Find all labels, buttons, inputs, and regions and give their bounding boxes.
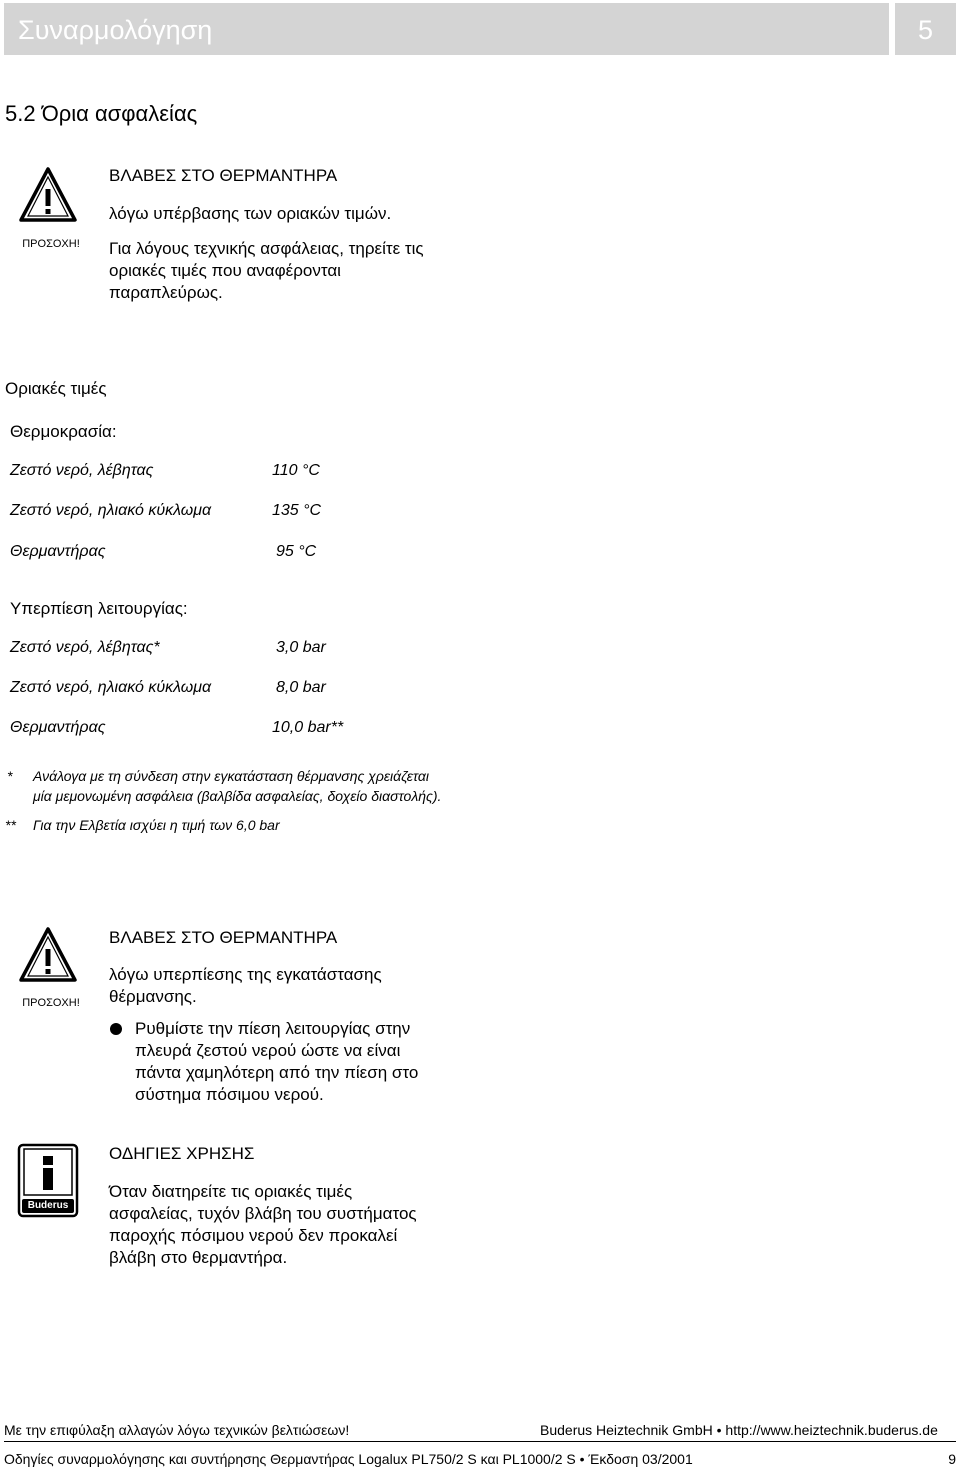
chapter-header-bar xyxy=(4,3,889,55)
pressure-row-value: 8,0 bar xyxy=(276,679,326,696)
footer-company: Buderus Heiztechnik GmbH • http://www.heiztechnik.buderus.de xyxy=(540,1422,938,1438)
buderus-logo-text: Buderus xyxy=(27,1200,69,1211)
page-number: 9 xyxy=(948,1451,956,1467)
bullet-dot-icon xyxy=(110,1023,122,1035)
pressure-heading: Υπερπίεση λειτουργίας: xyxy=(10,599,188,618)
bullet-line-1: Ρυθμίστε την πίεση λειτουργίας στην xyxy=(135,1019,411,1038)
chapter-number-box xyxy=(895,3,956,55)
warning-body-line-1: Για λόγους τεχνικής ασφάλειας, τηρείτε τις xyxy=(109,239,424,258)
section-title: 5.2 Όρια ασφαλείας xyxy=(5,101,198,126)
info-body-line-3: παροχής πόσιμου νερού δεν προκαλεί xyxy=(109,1226,398,1245)
info-heading: ΟΔΗΓΙΕΣ ΧΡΗΣΗΣ xyxy=(109,1144,255,1163)
caution-label: ΠΡΟΣΟΧΗ! xyxy=(22,997,80,1009)
warning-body-line-2: οριακές τιμές που αναφέρονται xyxy=(109,261,341,280)
temp-row-label: Ζεστό νερό, λέβητας xyxy=(10,462,154,479)
footnote-mark: ** xyxy=(5,817,16,833)
footnote-line: Για την Ελβετία ισχύει η τιμή των 6,0 bar xyxy=(33,817,280,833)
info-body-line-2: ασφαλείας, τυχόν βλάβη του συστήματος xyxy=(109,1204,417,1223)
limits-title: Οριακές τιμές xyxy=(5,379,107,398)
pressure-row-label: Ζεστό νερό, ηλιακό κύκλωμα xyxy=(10,679,212,696)
footnote-line: Ανάλογα με τη σύνδεση στην εγκατάσταση θέρμανσης χρειάζεται xyxy=(33,768,430,784)
chapter-number: 5 xyxy=(917,15,934,45)
warning-triangle-icon xyxy=(17,165,79,230)
footer-doc-title: Οδηγίες συναρμολόγησης και συντήρησης Θερμαντήρας Logalux PL750/2 S και PL1000/2 S • Έκδοση 03/2001 xyxy=(4,1451,693,1467)
pressure-row-label: Ζεστό νερό, λέβητας* xyxy=(10,639,160,656)
bullet-line-3: πάντα χαμηλότερη από την πίεση στο xyxy=(135,1063,419,1082)
footnote-mark: * xyxy=(7,768,13,784)
bullet-line-2: πλευρά ζεστού νερού ώστε να είναι xyxy=(135,1041,401,1060)
pressure-row-label: Θερμαντήρας xyxy=(10,719,106,736)
warning-body-line-2: θέρμανσης. xyxy=(109,987,197,1006)
footnote-line: μία μεμονωμένη ασφάλεια (βαλβίδα ασφαλείας, δοχείο διαστολής). xyxy=(33,788,442,804)
warning-heading: ΒΛΑΒΕΣ ΣΤΟ ΘΕΡΜΑΝΤΗΡΑ xyxy=(109,166,338,185)
temp-row-value: 95 °C xyxy=(276,543,317,560)
warning-heading: ΒΛΑΒΕΣ ΣΤΟ ΘΕΡΜΑΝΤΗΡΑ xyxy=(109,928,338,947)
warning-subline: λόγω υπέρβασης των οριακών τιμών. xyxy=(109,204,392,223)
temp-row-value: 110 °C xyxy=(272,462,320,479)
footer-rule xyxy=(4,1441,956,1442)
warning-body-line-3: παραπλεύρως. xyxy=(109,283,223,302)
warning-triangle-icon xyxy=(17,925,79,990)
caution-label: ΠΡΟΣΟΧΗ! xyxy=(22,238,80,250)
footer-disclaimer: Με την επιφύλαξη αλλαγών λόγω τεχνικών βελτιώσεων! xyxy=(4,1422,350,1438)
temp-row-value: 135 °C xyxy=(272,502,322,519)
info-buderus-icon xyxy=(17,1143,79,1218)
temp-row-label: Ζεστό νερό, ηλιακό κύκλωμα xyxy=(10,502,212,519)
info-body-line-1: Όταν διατηρείτε τις οριακές τιμές xyxy=(109,1182,353,1201)
warning-body-line-1: λόγω υπερπίεσης της εγκατάστασης xyxy=(109,965,382,984)
info-body-line-4: βλάβη στο θερμαντήρα. xyxy=(109,1248,288,1267)
temperature-heading: Θερμοκρασία: xyxy=(10,422,117,441)
temp-row-label: Θερμαντήρας xyxy=(10,543,106,560)
bullet-line-4: σύστημα πόσιμου νερού. xyxy=(135,1085,324,1104)
chapter-title: Συναρμολόγηση xyxy=(18,15,213,45)
pressure-row-value: 10,0 bar** xyxy=(272,719,344,736)
pressure-row-value: 3,0 bar xyxy=(276,639,326,656)
